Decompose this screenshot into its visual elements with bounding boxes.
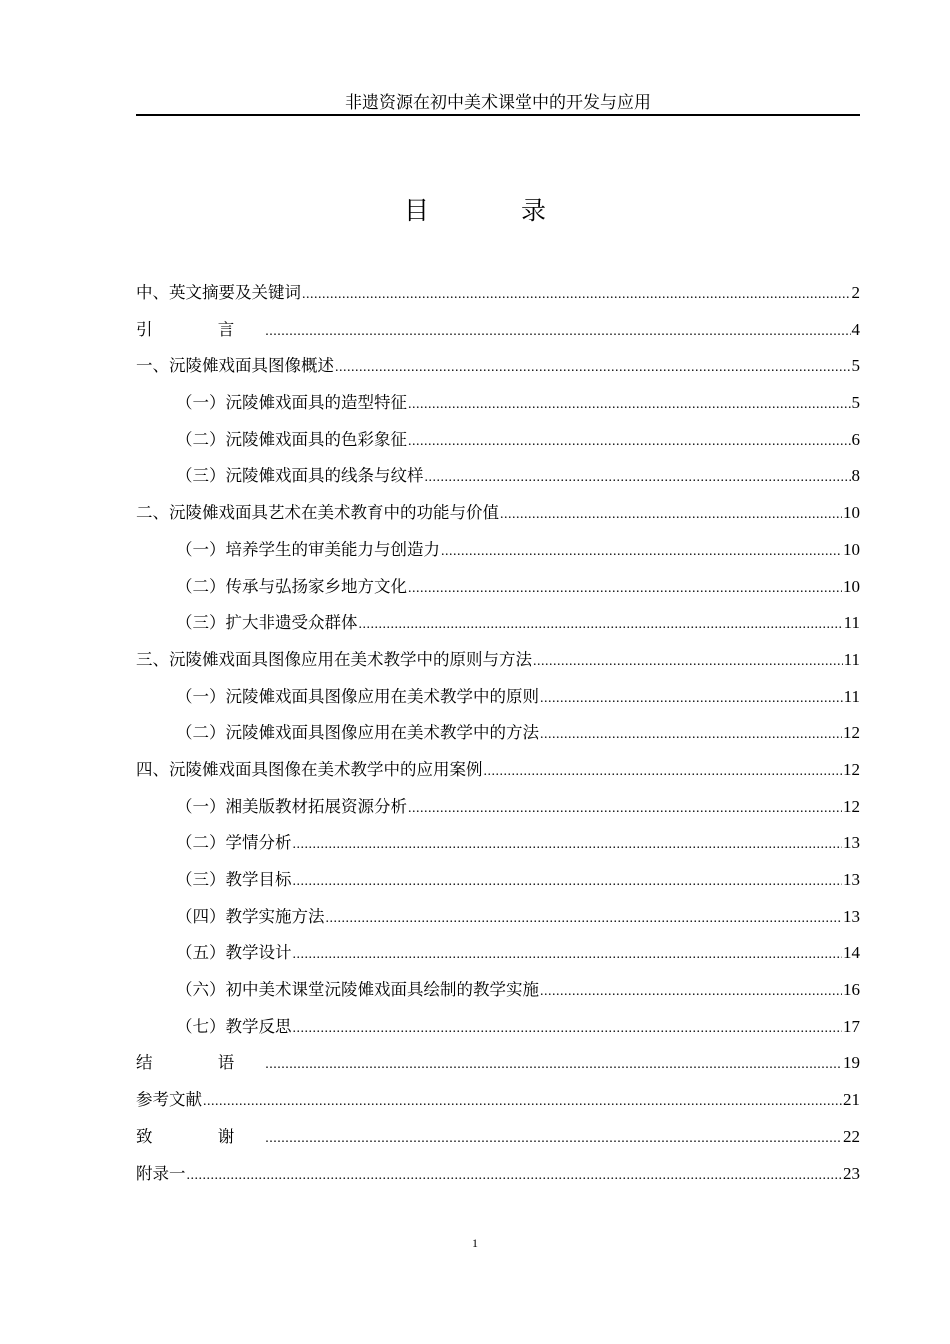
toc-entry-page: 4 [851, 319, 860, 339]
toc-entry[interactable] [136, 1089, 860, 1126]
header-rule [136, 114, 860, 116]
running-header: 非遗资源在初中美术课堂中的开发与应用 [345, 93, 651, 113]
toc-entry-label: 中、英文摘要及关键词 [136, 283, 301, 302]
toc-entry-page: 12 [843, 796, 860, 816]
toc-dot-leader [500, 504, 842, 526]
toc-entry[interactable] [136, 796, 860, 833]
toc-entry-label: （二）沅陵傩戏面具的色彩象征 [176, 429, 407, 449]
toc-dot-leader [265, 1128, 842, 1150]
toc-dot-leader [425, 467, 851, 489]
toc-dot-leader [302, 284, 851, 306]
toc-entry[interactable] [136, 355, 860, 392]
toc-entry-page: 5 [851, 356, 860, 376]
toc-entry[interactable] [136, 686, 860, 723]
toc-title: 目 录 [404, 196, 588, 225]
toc-entry[interactable] [136, 576, 860, 613]
toc-entry-label: （一）湘美版教材拓展资源分析 [176, 796, 407, 816]
toc-dot-leader [408, 394, 851, 416]
toc-dot-leader [540, 724, 842, 746]
toc-entry-page: 13 [843, 870, 860, 889]
toc-entry[interactable] [136, 1052, 860, 1089]
toc-entry-label: （四）教学实施方法 [176, 906, 325, 926]
toc-entry-label: （三）教学目标 [176, 870, 292, 889]
toc-entry-page: 13 [843, 833, 860, 853]
toc-entry-page: 11 [843, 613, 860, 633]
toc-entry-page: 17 [843, 1016, 860, 1036]
toc-entry[interactable] [136, 759, 860, 796]
toc-dot-leader [359, 614, 843, 636]
toc-entry-label: 三、沅陵傩戏面具图像应用在美术教学中的原则与方法 [136, 649, 532, 669]
toc-entry-label: （一）培养学生的审美能力与创造力 [176, 539, 440, 559]
toc-entry[interactable] [136, 1163, 860, 1200]
toc-entry-label: 参考文献 [136, 1090, 202, 1110]
toc-entry-label: 致 谢 [136, 1126, 265, 1146]
toc-dot-leader [408, 798, 842, 820]
toc-entry-label: 四、沅陵傩戏面具图像在美术教学中的应用案例 [136, 759, 483, 779]
toc-dot-leader [408, 431, 851, 453]
toc-dot-leader [484, 761, 843, 783]
toc-entry[interactable] [136, 942, 860, 979]
toc-entry-label: 二、沅陵傩戏面具艺术在美术教育中的功能与价值 [136, 503, 499, 523]
toc-entry-label: （三）沅陵傩戏面具的线条与纹样 [176, 466, 424, 486]
toc-entry-label: （二）学情分析 [176, 833, 292, 853]
table-of-contents [136, 282, 860, 1199]
toc-entry-page: 5 [851, 393, 860, 413]
toc-entry[interactable] [136, 319, 860, 356]
toc-dot-leader [335, 357, 851, 379]
toc-entry-page: 12 [843, 759, 860, 779]
toc-entry-label: （一）沅陵傩戏面具图像应用在美术教学中的原则 [176, 686, 539, 706]
toc-entry-page: 10 [843, 539, 860, 559]
toc-entry[interactable] [136, 429, 860, 466]
toc-entry-page: 2 [851, 283, 860, 302]
page-number: 1 [472, 1236, 478, 1250]
toc-entry-page: 11 [843, 686, 860, 706]
toc-dot-leader [540, 688, 843, 710]
toc-entry-label: （二）传承与弘扬家乡地方文化 [176, 576, 407, 596]
toc-dot-leader [187, 1165, 843, 1187]
toc-entry-label: 结 语 [136, 1053, 265, 1073]
toc-dot-leader [533, 651, 843, 673]
toc-entry-label: 一、沅陵傩戏面具图像概述 [136, 356, 334, 376]
toc-entry[interactable] [136, 502, 860, 539]
toc-entry-page: 10 [843, 503, 860, 523]
toc-entry-page: 16 [843, 980, 860, 1000]
toc-entry-label: （五）教学设计 [176, 943, 292, 963]
toc-dot-leader [441, 541, 842, 563]
toc-entry[interactable] [136, 722, 860, 759]
toc-entry-page: 13 [843, 906, 860, 926]
toc-entry[interactable] [136, 1126, 860, 1163]
toc-dot-leader [540, 981, 842, 1003]
toc-entry[interactable] [136, 612, 860, 649]
toc-entry-page: 21 [843, 1090, 860, 1110]
toc-entry-label: （一）沅陵傩戏面具的造型特征 [176, 393, 407, 413]
toc-entry[interactable] [136, 832, 860, 869]
toc-entry-page: 6 [851, 429, 860, 449]
toc-entry[interactable] [136, 282, 860, 319]
toc-entry[interactable] [136, 539, 860, 576]
toc-dot-leader [293, 1018, 843, 1040]
toc-entry[interactable] [136, 392, 860, 429]
toc-dot-leader [293, 834, 843, 856]
toc-entry-page: 8 [851, 466, 860, 486]
toc-entry[interactable] [136, 979, 860, 1016]
toc-dot-leader [265, 1054, 842, 1076]
toc-entry[interactable] [136, 465, 860, 502]
toc-entry-page: 10 [843, 576, 860, 596]
toc-dot-leader [265, 321, 850, 343]
toc-dot-leader [326, 908, 843, 930]
toc-entry[interactable] [136, 869, 860, 906]
toc-entry-page: 19 [843, 1053, 860, 1073]
toc-entry-label: 附录一 [136, 1163, 186, 1183]
toc-dot-leader [408, 578, 842, 600]
toc-entry-page: 22 [843, 1126, 860, 1146]
toc-entry-page: 11 [843, 649, 860, 669]
toc-dot-leader [293, 944, 843, 966]
toc-entry-page: 23 [843, 1163, 860, 1183]
toc-entry-label: 引 言 [136, 319, 265, 339]
toc-entry[interactable] [136, 906, 860, 943]
toc-entry[interactable] [136, 649, 860, 686]
toc-dot-leader [293, 871, 843, 893]
toc-entry-label: （三）扩大非遗受众群体 [176, 613, 358, 633]
toc-entry-label: （七）教学反思 [176, 1016, 292, 1036]
toc-entry-page: 14 [843, 943, 860, 963]
toc-entry-page: 12 [843, 723, 860, 743]
toc-dot-leader [203, 1091, 842, 1113]
toc-entry[interactable] [136, 1016, 860, 1053]
toc-entry-label: （六）初中美术课堂沅陵傩戏面具绘制的教学实施 [176, 980, 539, 1000]
toc-entry-label: （二）沅陵傩戏面具图像应用在美术教学中的方法 [176, 723, 539, 743]
